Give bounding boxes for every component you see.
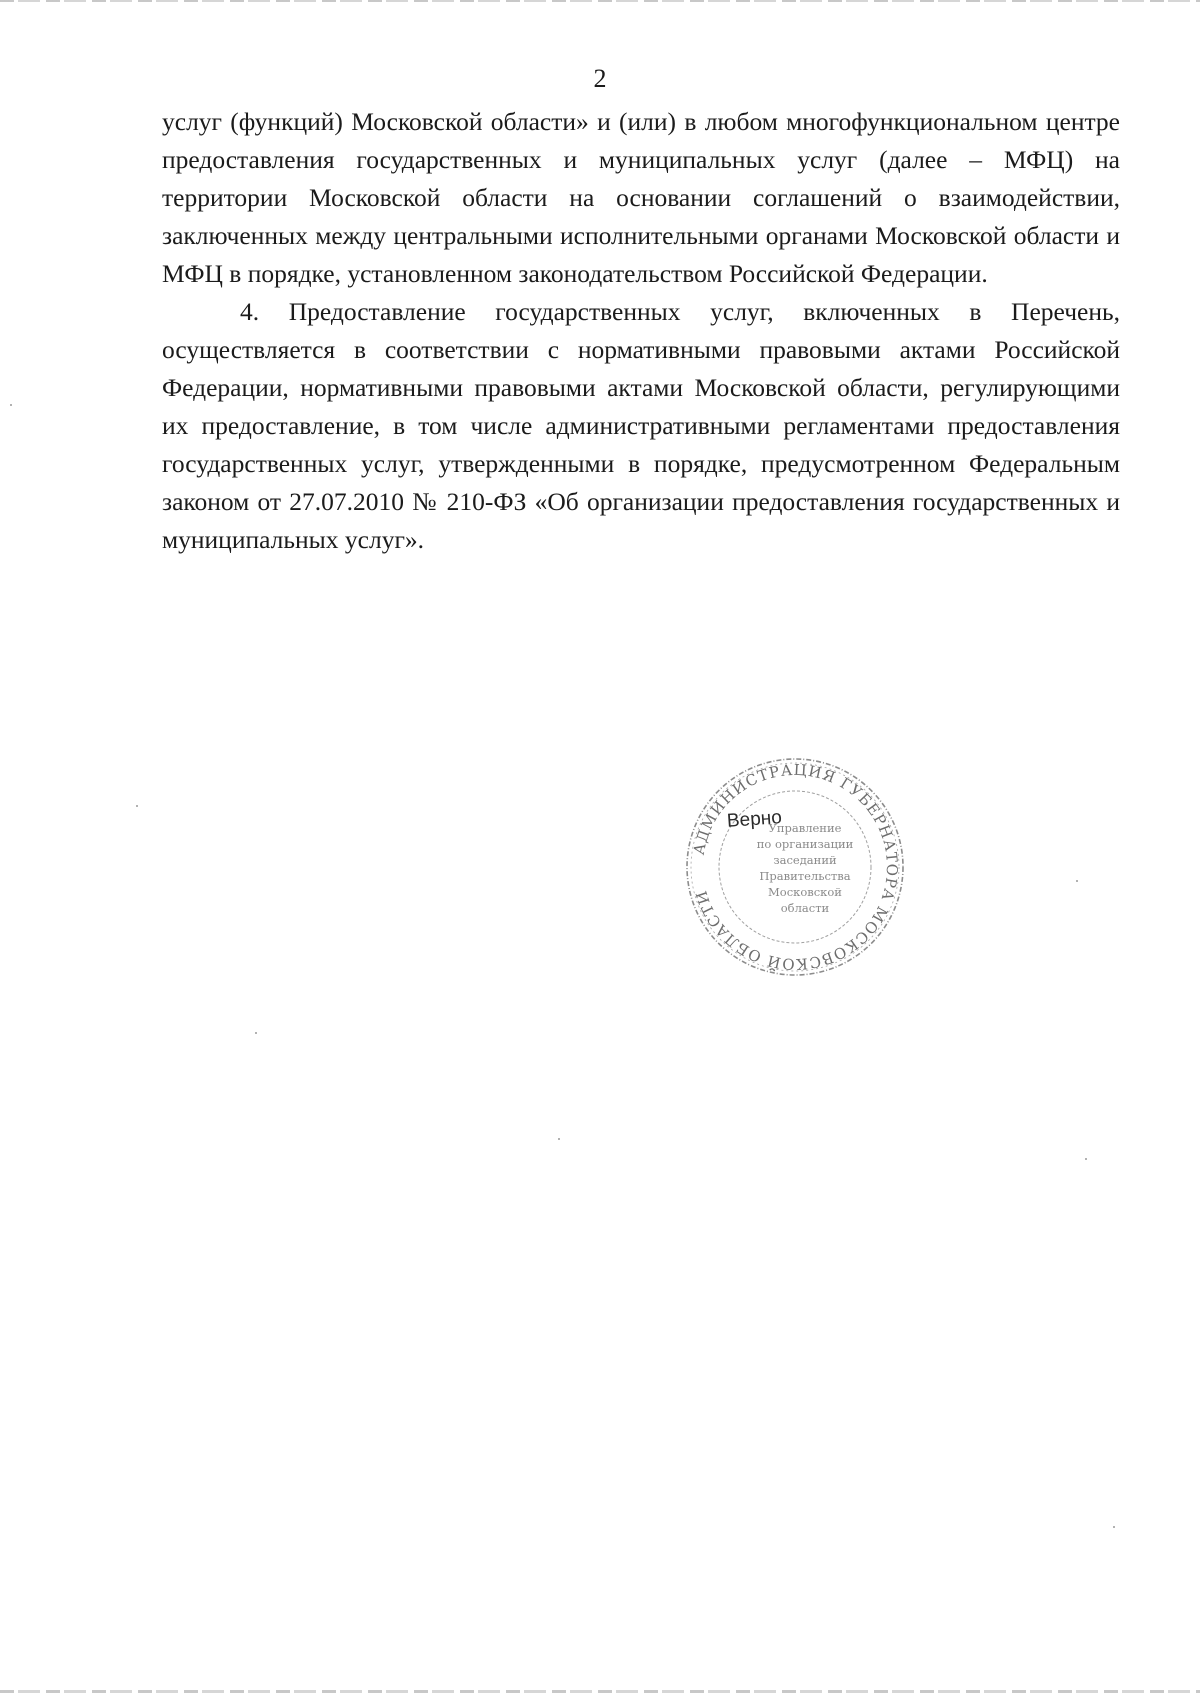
scan-speck	[558, 1138, 560, 1140]
paragraph-continuation: услуг (функций) Московской области» и (или) в любом многофункциональном центре предоставления государственных и муниципальных услуг (далее – МФЦ) на территории Московской области на основании соглашений о взаимодействии, заключенных между центральными исполнительными органами Московской области и МФЦ в порядке, установленном законодательством Российской Федерации.	[162, 107, 1120, 288]
seal-outer-text: АДМИНИСТРАЦИЯ ГУБЕРНАТОРА МОСКОВСКОЙ ОБЛАСТИ	[689, 760, 902, 974]
official-seal	[680, 752, 910, 982]
seal-inner-text	[757, 821, 854, 915]
scan-speck	[1113, 1526, 1115, 1528]
svg-text:области: области	[780, 901, 830, 915]
scan-speck	[10, 404, 12, 406]
svg-text:Московской: Московской	[768, 885, 842, 899]
scan-speck	[1085, 1158, 1087, 1160]
document-body	[162, 103, 1120, 559]
paragraph-item-4: 4. Предоставление государственных услуг, включенных в Перечень, осуществляется в соответствии с нормативными правовыми актами Российской Федерации, нормативными правовыми актами Московской области, регулирующими их предоставление, в том числе административными регламентами предоставления государственных услуг, утвержденными в порядке, предусмотренном Федеральным законом от 27.07.2010 № 210-ФЗ «Об организации предоставления государственных и муниципальных услуг».	[162, 297, 1120, 554]
scan-speck	[136, 805, 138, 807]
svg-text:по организации: по организации	[756, 837, 854, 851]
scan-speck	[255, 1032, 257, 1034]
svg-text:Правительства: Правительства	[759, 869, 851, 883]
scan-speck	[1076, 880, 1078, 882]
page-number: 2	[593, 64, 607, 93]
scan-edge-bottom	[0, 1690, 1200, 1693]
svg-text:заседаний: заседаний	[773, 853, 837, 867]
svg-text:Управление: Управление	[768, 821, 842, 835]
scan-edge-top	[0, 0, 1200, 2]
verno-mark: Верно	[726, 807, 783, 832]
